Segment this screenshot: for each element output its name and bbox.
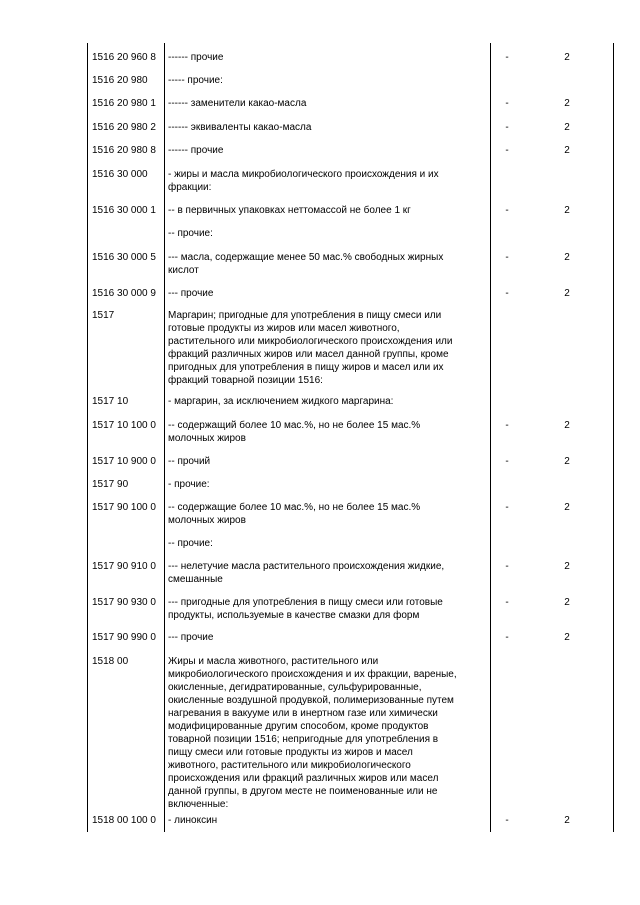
tariff-code: 1516 20 980 1 <box>92 98 156 109</box>
product-description: -- содержащие более 10 мас.%, но не более 15 мас.% молочных жиров <box>168 502 421 526</box>
duty-rate: 2 <box>564 456 570 467</box>
tariff-code: 1516 20 980 8 <box>92 145 156 156</box>
product-description: -- в первичных упаковках неттомассой не более 1 кг <box>168 205 411 216</box>
unit-value: - <box>505 420 509 431</box>
product-description: ------ заменители какао-масла <box>168 98 307 109</box>
product-description: ----- прочие: <box>168 75 223 86</box>
tariff-code: 1518 00 <box>92 656 129 667</box>
tariff-code: 1517 10 900 0 <box>92 456 156 467</box>
product-description: --- прочие <box>168 632 214 643</box>
tariff-code: 1516 30 000 9 <box>92 288 156 299</box>
tariff-code: 1517 90 100 0 <box>92 502 156 513</box>
product-description: ------ прочие <box>168 52 224 63</box>
product-description: Маргарин; пригодные для употребления в пищу смеси или готовые продукты из жиров или масел животного, растительного или микробиологического происхождения или фракций различных жиров или масел данной группы, кроме пригодных для употребления в пищу жиров и масел или их фракций товарной позиции 1516: <box>168 310 453 386</box>
duty-rate: 2 <box>564 420 570 431</box>
tariff-code: 1516 20 980 <box>92 75 148 86</box>
product-description: --- нелетучие масла растительного происхождения жидкие, смешанные <box>168 561 445 585</box>
duty-rate: 2 <box>564 561 570 572</box>
unit-value: - <box>505 288 509 299</box>
duty-rate: 2 <box>564 122 570 133</box>
duty-rate: 2 <box>564 815 570 826</box>
product-description: ------ прочие <box>168 145 224 156</box>
tariff-code: 1516 30 000 1 <box>92 205 156 216</box>
unit-value: - <box>505 502 509 513</box>
product-description: -- прочий <box>168 456 211 467</box>
product-description: - прочие: <box>168 479 210 490</box>
unit-value: - <box>505 205 509 216</box>
product-description: Жиры и масла животного, растительного или микробиологического происхождения и их фракции, вареные, окисленные, дегидратированные, сульфурированные, окисленные воздушной продувкой, полимеризованные путем нагревания в вакууме или в инертном газе или химически модифицированные другим способом, кроме продуктов товарной позиции 1516; непригодные для употребления в пищу смеси или готовые продукты из жиров и масел животного, растительного или микробиологического происхождения или фракций различных жиров или масел данной группы, в другом месте не поименованные или не включенные: <box>168 656 457 810</box>
unit-value: - <box>505 98 509 109</box>
tariff-code: 1517 10 100 0 <box>92 420 156 431</box>
column-divider-right <box>613 43 614 832</box>
product-description: --- пригодные для употребления в пищу смеси или готовые продукты, используемые в качестве смазки для форм <box>168 597 443 621</box>
product-description: - жиры и масла микробиологического происхождения и их фракции: <box>168 169 439 193</box>
tariff-code: 1517 10 <box>92 396 129 407</box>
tariff-code: 1517 90 930 0 <box>92 597 156 608</box>
column-divider-desc <box>490 43 491 832</box>
unit-value: - <box>505 52 509 63</box>
unit-value: - <box>505 252 509 263</box>
tariff-code: 1517 <box>92 310 115 321</box>
duty-rate: 2 <box>564 288 570 299</box>
duty-rate: 2 <box>564 52 570 63</box>
unit-value: - <box>505 632 509 643</box>
duty-rate: 2 <box>564 502 570 513</box>
tariff-code: 1517 90 910 0 <box>92 561 156 572</box>
duty-rate: 2 <box>564 597 570 608</box>
unit-value: - <box>505 815 509 826</box>
unit-value: - <box>505 597 509 608</box>
duty-rate: 2 <box>564 145 570 156</box>
column-divider-code <box>164 43 165 832</box>
product-description: -- содержащий более 10 мас.%, но не более 15 мас.% молочных жиров <box>168 420 421 444</box>
product-description: -- прочие: <box>168 228 213 239</box>
unit-value: - <box>505 122 509 133</box>
unit-value: - <box>505 456 509 467</box>
product-description: --- масла, содержащие менее 50 мас.% свободных жирных кислот <box>168 252 444 276</box>
duty-rate: 2 <box>564 252 570 263</box>
tariff-code: 1517 90 <box>92 479 129 490</box>
tariff-code: 1516 20 960 8 <box>92 52 156 63</box>
product-description: ------ эквиваленты какао-масла <box>168 122 312 133</box>
product-description: - маргарин, за исключением жидкого маргарина: <box>168 396 394 407</box>
duty-rate: 2 <box>564 205 570 216</box>
product-description: --- прочие <box>168 288 214 299</box>
tariff-code: 1516 30 000 <box>92 169 148 180</box>
product-description: - линоксин <box>168 815 218 826</box>
tariff-code: 1516 20 980 2 <box>92 122 156 133</box>
unit-value: - <box>505 561 509 572</box>
column-divider-left <box>87 43 88 832</box>
product-description: -- прочие: <box>168 538 213 549</box>
tariff-code: 1517 90 990 0 <box>92 632 156 643</box>
unit-value: - <box>505 145 509 156</box>
tariff-code: 1518 00 100 0 <box>92 815 156 826</box>
tariff-code: 1516 30 000 5 <box>92 252 156 263</box>
duty-rate: 2 <box>564 98 570 109</box>
duty-rate: 2 <box>564 632 570 643</box>
